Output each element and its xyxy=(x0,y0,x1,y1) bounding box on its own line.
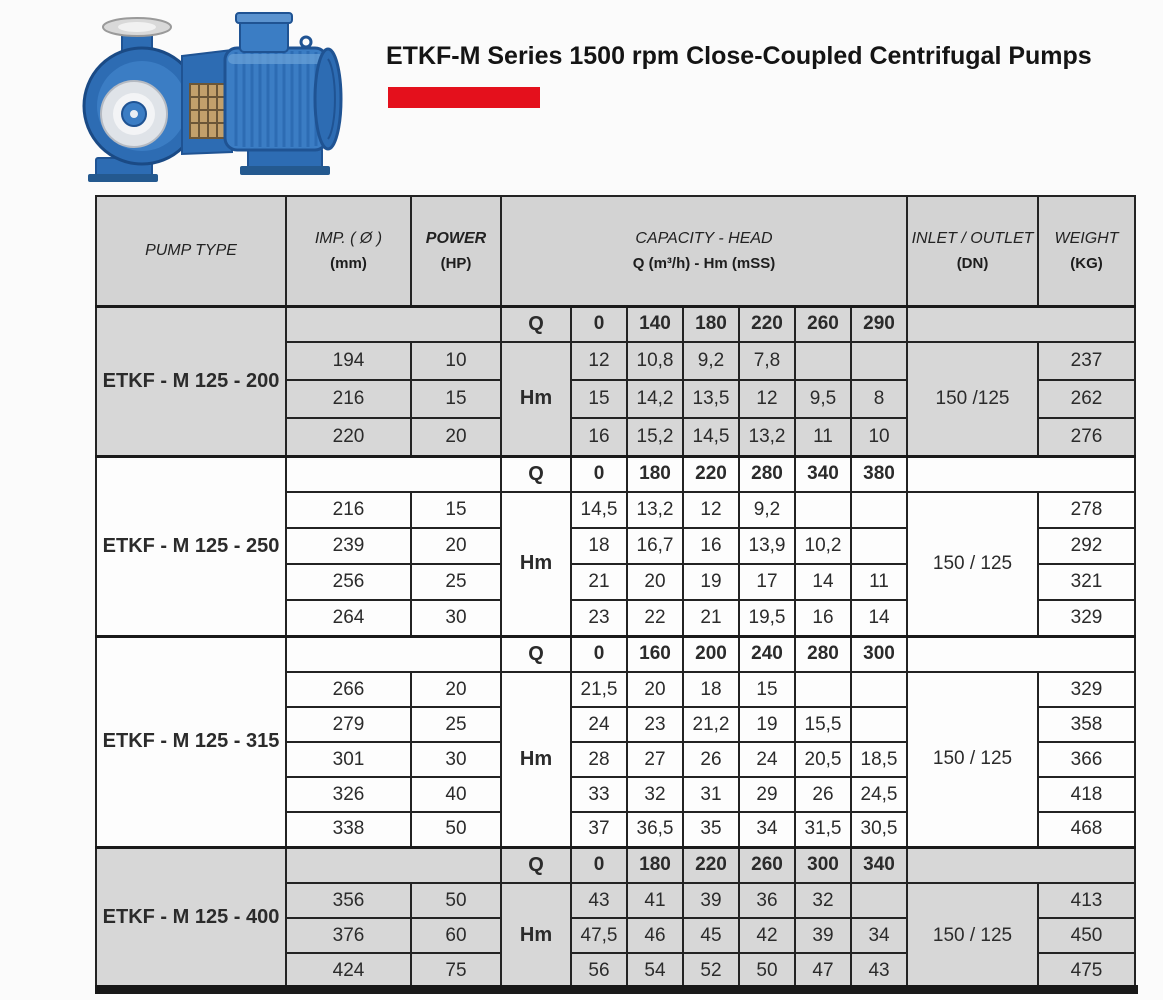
hm-label: Hm xyxy=(501,492,571,636)
col-header-weight: WEIGHT (KG) xyxy=(1038,196,1135,306)
q-value-cell: 160 xyxy=(627,636,683,672)
hm-value-cell: 13,9 xyxy=(739,528,795,564)
hm-value-cell: 47 xyxy=(795,953,851,988)
impeller-diameter-cell: 264 xyxy=(286,600,411,636)
hm-value-cell: 34 xyxy=(851,918,907,953)
page-title: ETKF-M Series 1500 rpm Close-Coupled Centrifugal Pumps xyxy=(386,42,1092,70)
hm-value-cell: 36,5 xyxy=(627,812,683,847)
hm-value-cell: 18 xyxy=(683,672,739,707)
power-cell: 15 xyxy=(411,380,501,418)
hm-value-cell: 33 xyxy=(571,777,627,812)
hm-label: Hm xyxy=(501,672,571,847)
q-value-cell: 140 xyxy=(627,306,683,342)
hm-value-cell: 9,2 xyxy=(739,492,795,528)
hm-value-cell: 9,5 xyxy=(795,380,851,418)
inlet-weight-spacer-cell xyxy=(907,456,1135,492)
hm-value-cell: 12 xyxy=(683,492,739,528)
weight-cell: 450 xyxy=(1038,918,1135,953)
hm-value-cell: 39 xyxy=(683,883,739,918)
q-value-cell: 280 xyxy=(795,636,851,672)
hm-value-cell: 14 xyxy=(851,600,907,636)
weight-cell: 329 xyxy=(1038,600,1135,636)
impeller-diameter-cell: 266 xyxy=(286,672,411,707)
weight-cell: 358 xyxy=(1038,707,1135,742)
hm-value-cell: 50 xyxy=(739,953,795,988)
weight-cell: 262 xyxy=(1038,380,1135,418)
power-cell: 20 xyxy=(411,672,501,707)
hm-value-cell: 26 xyxy=(795,777,851,812)
hm-value-cell: 28 xyxy=(571,742,627,777)
q-value-cell: 280 xyxy=(739,456,795,492)
hm-value-cell: 20,5 xyxy=(795,742,851,777)
pump-type-cell: ETKF - M 125 - 250 xyxy=(96,456,286,636)
hm-value-cell: 26 xyxy=(683,742,739,777)
hm-value-cell: 13,2 xyxy=(739,418,795,456)
hm-value-cell: 21,2 xyxy=(683,707,739,742)
power-cell: 15 xyxy=(411,492,501,528)
q-value-cell: 300 xyxy=(851,636,907,672)
weight-cell: 468 xyxy=(1038,812,1135,847)
q-value-cell: 0 xyxy=(571,847,627,883)
motor-base xyxy=(240,166,330,175)
q-header-row xyxy=(96,847,1135,883)
hm-value-cell: 47,5 xyxy=(571,918,627,953)
hm-value-cell: 16,7 xyxy=(627,528,683,564)
hm-value-cell xyxy=(851,672,907,707)
hm-value-cell: 32 xyxy=(627,777,683,812)
hm-value-cell: 11 xyxy=(795,418,851,456)
hm-value-cell: 43 xyxy=(571,883,627,918)
weight-cell: 292 xyxy=(1038,528,1135,564)
hm-value-cell xyxy=(795,492,851,528)
pump-type-cell: ETKF - M 125 - 200 xyxy=(96,306,286,456)
eyebolt xyxy=(301,37,311,47)
q-value-cell: 0 xyxy=(571,456,627,492)
q-value-cell: 340 xyxy=(851,847,907,883)
q-value-cell: 220 xyxy=(683,456,739,492)
hm-value-cell: 18 xyxy=(571,528,627,564)
q-label: Q xyxy=(501,847,571,883)
pump-spec-table xyxy=(95,195,1136,989)
hm-value-cell: 11 xyxy=(851,564,907,600)
power-cell: 75 xyxy=(411,953,501,988)
impeller-diameter-cell: 338 xyxy=(286,812,411,847)
hm-value-cell: 15,2 xyxy=(627,418,683,456)
q-value-cell: 260 xyxy=(739,847,795,883)
section-divider-bar xyxy=(95,985,1138,994)
q-header-row xyxy=(96,636,1135,672)
imp-power-spacer-cell xyxy=(286,847,501,883)
hm-value-cell: 13,2 xyxy=(627,492,683,528)
inlet-outlet-cell: 150 /125 xyxy=(907,342,1038,456)
weight-cell: 413 xyxy=(1038,883,1135,918)
q-value-cell: 200 xyxy=(683,636,739,672)
impeller-diameter-cell: 424 xyxy=(286,953,411,988)
q-label: Q xyxy=(501,456,571,492)
power-cell: 20 xyxy=(411,528,501,564)
hm-value-cell: 8 xyxy=(851,380,907,418)
hm-value-cell xyxy=(795,672,851,707)
power-cell: 50 xyxy=(411,883,501,918)
hm-value-cell: 15 xyxy=(571,380,627,418)
hm-value-cell: 23 xyxy=(571,600,627,636)
imp-power-spacer-cell xyxy=(286,306,501,342)
col-header-impeller: IMP. ( Ø ) (mm) xyxy=(286,196,411,306)
accent-bar xyxy=(388,87,540,108)
hm-value-cell: 16 xyxy=(571,418,627,456)
fan-cover xyxy=(315,49,341,149)
hm-value-cell: 10,8 xyxy=(627,342,683,380)
hm-value-cell: 23 xyxy=(627,707,683,742)
hm-value-cell: 10 xyxy=(851,418,907,456)
q-value-cell: 180 xyxy=(627,456,683,492)
pump-illustration xyxy=(70,2,370,192)
hm-value-cell: 41 xyxy=(627,883,683,918)
hm-value-cell: 56 xyxy=(571,953,627,988)
hm-value-cell xyxy=(795,342,851,380)
hm-value-cell: 36 xyxy=(739,883,795,918)
q-value-cell: 290 xyxy=(851,306,907,342)
q-value-cell: 380 xyxy=(851,456,907,492)
hm-value-cell: 20 xyxy=(627,672,683,707)
hm-value-cell xyxy=(851,707,907,742)
hm-label: Hm xyxy=(501,342,571,456)
hm-value-cell: 21,5 xyxy=(571,672,627,707)
inlet-weight-spacer-cell xyxy=(907,306,1135,342)
pump-base xyxy=(88,174,158,182)
hm-value-cell: 20 xyxy=(627,564,683,600)
hm-value-cell: 14,5 xyxy=(571,492,627,528)
q-value-cell: 220 xyxy=(683,847,739,883)
hm-value-cell xyxy=(851,528,907,564)
q-value-cell: 0 xyxy=(571,636,627,672)
power-cell: 30 xyxy=(411,600,501,636)
power-cell: 25 xyxy=(411,564,501,600)
hm-value-cell: 24 xyxy=(571,707,627,742)
q-header-row xyxy=(96,456,1135,492)
q-value-cell: 260 xyxy=(795,306,851,342)
hm-value-cell: 7,8 xyxy=(739,342,795,380)
weight-cell: 276 xyxy=(1038,418,1135,456)
imp-power-spacer-cell xyxy=(286,636,501,672)
impeller-diameter-cell: 256 xyxy=(286,564,411,600)
hm-value-cell: 45 xyxy=(683,918,739,953)
hm-value-cell: 17 xyxy=(739,564,795,600)
hm-value-cell: 21 xyxy=(683,600,739,636)
hm-value-cell xyxy=(851,492,907,528)
hm-value-cell: 12 xyxy=(739,380,795,418)
inlet-weight-spacer-cell xyxy=(907,636,1135,672)
hm-value-cell: 16 xyxy=(795,600,851,636)
hm-value-cell: 22 xyxy=(627,600,683,636)
q-value-cell: 240 xyxy=(739,636,795,672)
impeller-diameter-cell: 239 xyxy=(286,528,411,564)
power-cell: 20 xyxy=(411,418,501,456)
impeller-diameter-cell: 279 xyxy=(286,707,411,742)
hm-value-cell: 14 xyxy=(795,564,851,600)
hm-value-cell: 24,5 xyxy=(851,777,907,812)
pump-photo xyxy=(70,2,370,192)
weight-cell: 366 xyxy=(1038,742,1135,777)
pump-table-body xyxy=(96,306,1135,988)
hm-value-cell: 15,5 xyxy=(795,707,851,742)
hm-value-cell: 37 xyxy=(571,812,627,847)
weight-cell: 237 xyxy=(1038,342,1135,380)
q-value-cell: 340 xyxy=(795,456,851,492)
inlet-outlet-cell: 150 / 125 xyxy=(907,883,1038,988)
impeller-diameter-cell: 216 xyxy=(286,492,411,528)
col-header-capacity-head: CAPACITY - HEAD Q (m³/h) - Hm (mSS) xyxy=(501,196,907,306)
impeller-diameter-cell: 356 xyxy=(286,883,411,918)
power-cell: 30 xyxy=(411,742,501,777)
weight-cell: 278 xyxy=(1038,492,1135,528)
q-header-row xyxy=(96,306,1135,342)
impeller-diameter-cell: 326 xyxy=(286,777,411,812)
hm-value-cell: 18,5 xyxy=(851,742,907,777)
weight-cell: 321 xyxy=(1038,564,1135,600)
q-value-cell: 300 xyxy=(795,847,851,883)
hm-value-cell: 39 xyxy=(795,918,851,953)
hm-value-cell: 15 xyxy=(739,672,795,707)
hm-value-cell: 29 xyxy=(739,777,795,812)
inlet-outlet-cell: 150 / 125 xyxy=(907,672,1038,847)
hm-value-cell: 42 xyxy=(739,918,795,953)
col-header-power: POWER (HP) xyxy=(411,196,501,306)
impeller-diameter-cell: 376 xyxy=(286,918,411,953)
impeller-diameter-cell: 194 xyxy=(286,342,411,380)
table-header-row xyxy=(96,196,1135,306)
hm-label: Hm xyxy=(501,883,571,988)
hm-value-cell: 10,2 xyxy=(795,528,851,564)
hm-value-cell: 14,2 xyxy=(627,380,683,418)
impeller-diameter-cell: 220 xyxy=(286,418,411,456)
hm-value-cell: 9,2 xyxy=(683,342,739,380)
power-cell: 40 xyxy=(411,777,501,812)
weight-cell: 329 xyxy=(1038,672,1135,707)
hm-value-cell: 32 xyxy=(795,883,851,918)
hm-value-cell: 30,5 xyxy=(851,812,907,847)
q-value-cell: 180 xyxy=(683,306,739,342)
weight-cell: 475 xyxy=(1038,953,1135,988)
q-value-cell: 220 xyxy=(739,306,795,342)
col-header-pump-type: PUMP TYPE xyxy=(96,196,286,306)
imp-power-spacer-cell xyxy=(286,456,501,492)
hm-value-cell: 16 xyxy=(683,528,739,564)
hm-value-cell: 54 xyxy=(627,953,683,988)
hm-value-cell: 24 xyxy=(739,742,795,777)
hm-value-cell: 31 xyxy=(683,777,739,812)
q-value-cell: 180 xyxy=(627,847,683,883)
hm-value-cell: 21 xyxy=(571,564,627,600)
q-label: Q xyxy=(501,306,571,342)
hm-value-cell: 19 xyxy=(739,707,795,742)
hm-value-cell xyxy=(851,342,907,380)
impeller-diameter-cell: 216 xyxy=(286,380,411,418)
pump-type-cell: ETKF - M 125 - 400 xyxy=(96,847,286,988)
hm-value-cell: 13,5 xyxy=(683,380,739,418)
hm-value-cell: 19,5 xyxy=(739,600,795,636)
hm-value-cell: 43 xyxy=(851,953,907,988)
impeller-diameter-cell: 301 xyxy=(286,742,411,777)
q-label: Q xyxy=(501,636,571,672)
hm-value-cell: 34 xyxy=(739,812,795,847)
hm-value-cell: 27 xyxy=(627,742,683,777)
power-cell: 10 xyxy=(411,342,501,380)
pump-type-cell: ETKF - M 125 - 315 xyxy=(96,636,286,847)
hm-value-cell: 52 xyxy=(683,953,739,988)
power-cell: 50 xyxy=(411,812,501,847)
hm-value-cell: 31,5 xyxy=(795,812,851,847)
weight-cell: 418 xyxy=(1038,777,1135,812)
hm-value-cell: 19 xyxy=(683,564,739,600)
inlet-outlet-cell: 150 / 125 xyxy=(907,492,1038,636)
power-cell: 60 xyxy=(411,918,501,953)
inlet-weight-spacer-cell xyxy=(907,847,1135,883)
q-value-cell: 0 xyxy=(571,306,627,342)
hm-value-cell: 35 xyxy=(683,812,739,847)
hm-value-cell: 46 xyxy=(627,918,683,953)
power-cell: 25 xyxy=(411,707,501,742)
hm-value-cell: 12 xyxy=(571,342,627,380)
col-header-inlet-outlet: INLET / OUTLET (DN) xyxy=(907,196,1038,306)
hm-value-cell: 14,5 xyxy=(683,418,739,456)
hm-value-cell xyxy=(851,883,907,918)
